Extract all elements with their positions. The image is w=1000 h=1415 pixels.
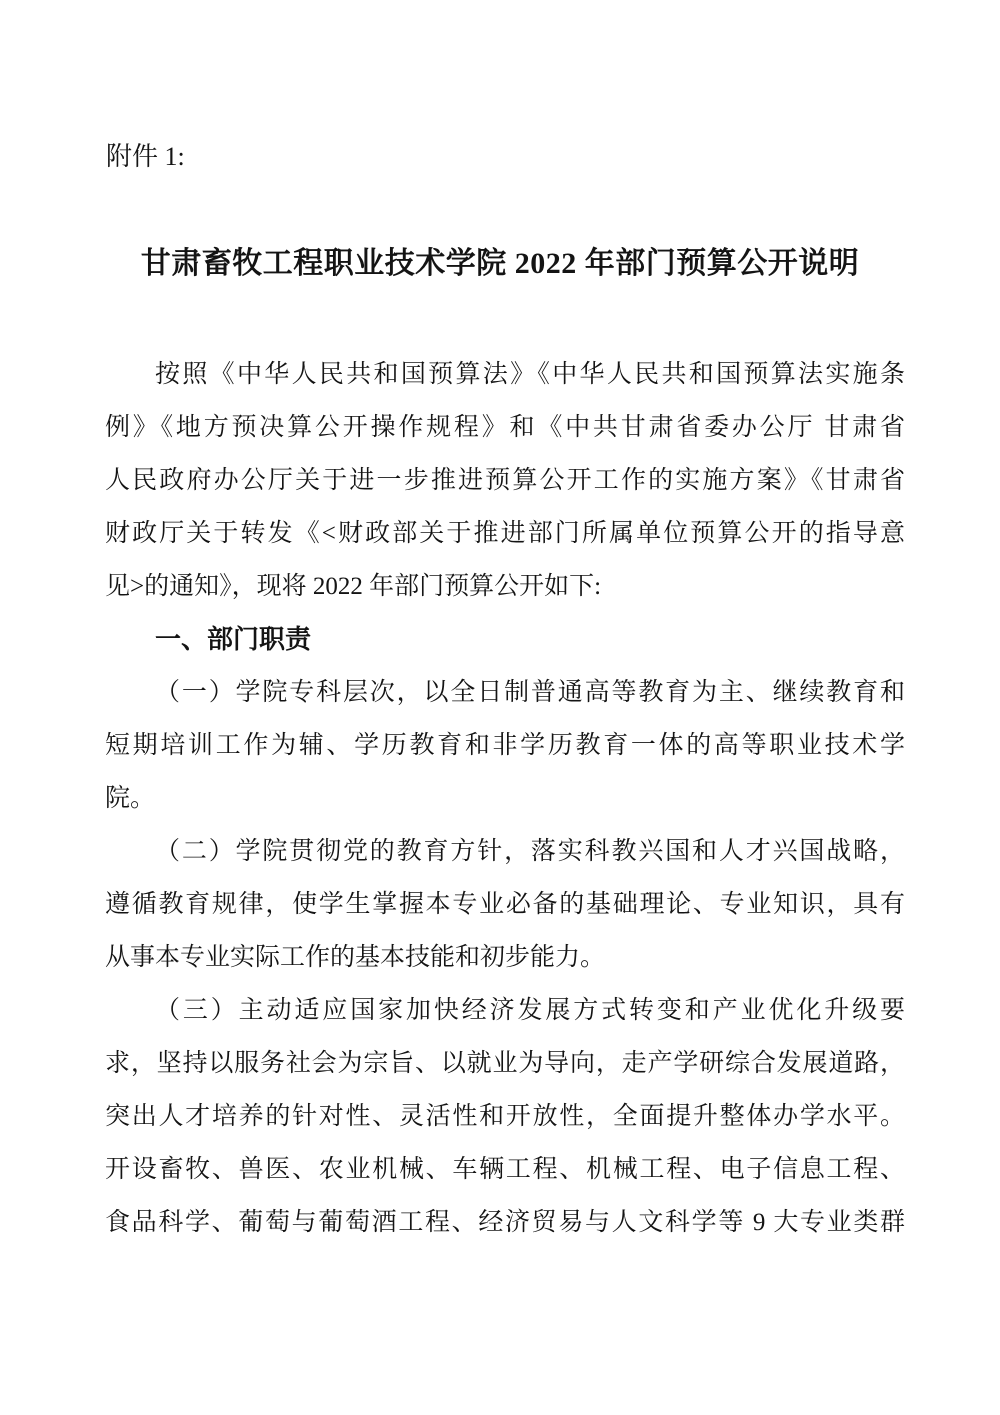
- paragraph-line: 按照《中华人民共和国预算法》《中华人民共和国预算法实施条: [155, 361, 905, 388]
- paragraph-line: 院。: [105, 785, 156, 812]
- paragraph-line: （二）学院贯彻党的教育方针，落实科教兴国和人才兴国战略，: [155, 838, 905, 865]
- attachment-label: 附件 1:: [106, 142, 185, 171]
- paragraph-line: 突出人才培养的针对性、灵活性和开放性，全面提升整体办学水平。: [105, 1103, 905, 1130]
- paragraph-line: 从事本专业实际工作的基本技能和初步能力。: [105, 944, 606, 971]
- paragraph-line: 食品科学、葡萄与葡萄酒工程、经济贸易与人文科学等 9 大专业类群: [105, 1209, 905, 1236]
- paragraph-line: 例》《地方预决算公开操作规程》和《中共甘肃省委办公厅 甘肃省: [105, 414, 905, 441]
- paragraph-line: 财政厅关于转发《<财政部关于推进部门所属单位预算公开的指导意: [105, 520, 905, 547]
- paragraph-line: 人民政府办公厅关于进一步推进预算公开工作的实施方案》《甘肃省: [105, 467, 905, 494]
- paragraph-line: 求，坚持以服务社会为宗旨、以就业为导向，走产学研综合发展道路，: [105, 1050, 905, 1077]
- paragraph-line: （一）学院专科层次，以全日制普通高等教育为主、继续教育和: [155, 679, 905, 706]
- paragraph-line: 开设畜牧、兽医、农业机械、车辆工程、机械工程、电子信息工程、: [105, 1156, 905, 1183]
- section-heading: 一、部门职责: [155, 624, 312, 654]
- document-body: [105, 348, 905, 1249]
- paragraph-line: 见>的通知》，现将 2022 年部门预算公开如下:: [105, 573, 602, 600]
- document-title: 甘肃畜牧工程职业技术学院 2022 年部门预算公开说明: [140, 247, 860, 280]
- paragraph-line: （三）主动适应国家加快经济发展方式转变和产业优化升级要: [155, 997, 905, 1024]
- paragraph-line: 遵循教育规律，使学生掌握本专业必备的基础理论、专业知识，具有: [105, 891, 905, 918]
- paragraph-line: 短期培训工作为辅、学历教育和非学历教育一体的高等职业技术学: [105, 732, 905, 759]
